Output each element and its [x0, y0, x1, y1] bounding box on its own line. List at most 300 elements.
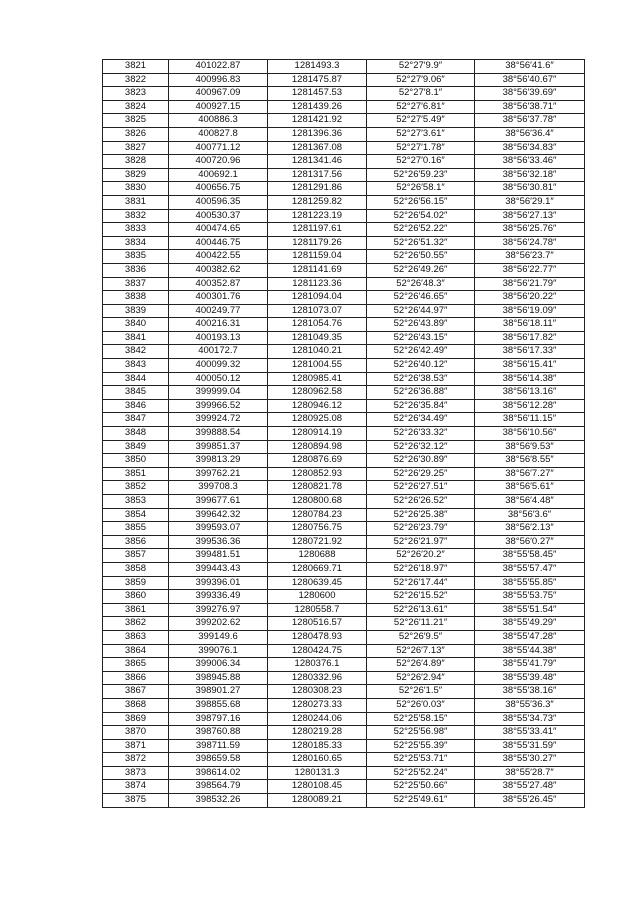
latitude-cell: 52°27′1.78″ [367, 141, 475, 155]
latitude-cell: 52°26′49.26″ [367, 263, 475, 277]
y-coordinate-cell: 1281493.3 [268, 60, 367, 74]
latitude-cell: 52°26′11.21″ [367, 617, 475, 631]
table-row [103, 590, 585, 604]
point-number-cell: 3862 [103, 617, 169, 631]
y-coordinate-cell: 1281439.26 [268, 100, 367, 114]
x-coordinate-cell: 400474.65 [169, 223, 268, 237]
longitude-cell: 38°55′44.38″ [475, 644, 585, 658]
point-number-cell: 3860 [103, 590, 169, 604]
y-coordinate-cell: 1281040.21 [268, 345, 367, 359]
x-coordinate-cell: 399276.97 [169, 603, 268, 617]
latitude-cell: 52°26′59.23″ [367, 168, 475, 182]
y-coordinate-cell: 1280185.33 [268, 739, 367, 753]
latitude-cell: 52°26′43.89″ [367, 318, 475, 332]
point-number-cell: 3871 [103, 739, 169, 753]
y-coordinate-cell: 1280876.69 [268, 454, 367, 468]
y-coordinate-cell: 1281049.35 [268, 331, 367, 345]
y-coordinate-cell: 1281054.76 [268, 318, 367, 332]
longitude-cell: 38°55′27.48″ [475, 780, 585, 794]
table-row [103, 481, 585, 495]
table-row [103, 576, 585, 590]
point-number-cell: 3867 [103, 685, 169, 699]
longitude-cell: 38°56′41.6″ [475, 60, 585, 74]
y-coordinate-cell: 1280985.41 [268, 372, 367, 386]
y-coordinate-cell: 1280600 [268, 590, 367, 604]
x-coordinate-cell: 400382.62 [169, 263, 268, 277]
x-coordinate-cell: 400050.12 [169, 372, 268, 386]
y-coordinate-cell: 1281073.07 [268, 304, 367, 318]
x-coordinate-cell: 400827.8 [169, 127, 268, 141]
y-coordinate-cell: 1280332.96 [268, 671, 367, 685]
y-coordinate-cell: 1280160.65 [268, 753, 367, 767]
x-coordinate-cell: 399149.6 [169, 630, 268, 644]
x-coordinate-cell: 399593.07 [169, 522, 268, 536]
longitude-cell: 38°56′3.6″ [475, 508, 585, 522]
point-number-cell: 3844 [103, 372, 169, 386]
y-coordinate-cell: 1281475.87 [268, 73, 367, 87]
table-row [103, 331, 585, 345]
longitude-cell: 38°55′38.16″ [475, 685, 585, 699]
longitude-cell: 38°56′7.27″ [475, 467, 585, 481]
longitude-cell: 38°56′22.77″ [475, 263, 585, 277]
table-row [103, 141, 585, 155]
longitude-cell: 38°55′28.7″ [475, 766, 585, 780]
x-coordinate-cell: 399851.37 [169, 440, 268, 454]
x-coordinate-cell: 399536.36 [169, 535, 268, 549]
longitude-cell: 38°55′30.27″ [475, 753, 585, 767]
table-row [103, 658, 585, 672]
table-row [103, 630, 585, 644]
point-number-cell: 3825 [103, 114, 169, 128]
y-coordinate-cell: 1280219.28 [268, 726, 367, 740]
x-coordinate-cell: 399443.43 [169, 562, 268, 576]
y-coordinate-cell: 1281291.86 [268, 182, 367, 196]
point-number-cell: 3822 [103, 73, 169, 87]
table-row [103, 535, 585, 549]
table-row [103, 263, 585, 277]
x-coordinate-cell: 400967.09 [169, 87, 268, 101]
table-row [103, 60, 585, 74]
longitude-cell: 38°56′24.78″ [475, 236, 585, 250]
x-coordinate-cell: 400352.87 [169, 277, 268, 291]
x-coordinate-cell: 400927.15 [169, 100, 268, 114]
table-row [103, 100, 585, 114]
x-coordinate-cell: 399076.1 [169, 644, 268, 658]
point-number-cell: 3842 [103, 345, 169, 359]
longitude-cell: 38°56′15.41″ [475, 359, 585, 373]
latitude-cell: 52°26′17.44″ [367, 576, 475, 590]
latitude-cell: 52°25′53.71″ [367, 753, 475, 767]
latitude-cell: 52°26′54.02″ [367, 209, 475, 223]
longitude-cell: 38°56′18.11″ [475, 318, 585, 332]
longitude-cell: 38°55′49.29″ [475, 617, 585, 631]
table-row [103, 114, 585, 128]
x-coordinate-cell: 400656.75 [169, 182, 268, 196]
longitude-cell: 38°56′9.53″ [475, 440, 585, 454]
x-coordinate-cell: 399336.49 [169, 590, 268, 604]
latitude-cell: 52°26′35.84″ [367, 399, 475, 413]
latitude-cell: 52°26′26.52″ [367, 495, 475, 509]
x-coordinate-cell: 399999.04 [169, 386, 268, 400]
table-row [103, 195, 585, 209]
x-coordinate-cell: 399202.62 [169, 617, 268, 631]
x-coordinate-cell: 398945.88 [169, 671, 268, 685]
latitude-cell: 52°25′52.24″ [367, 766, 475, 780]
longitude-cell: 38°56′4.48″ [475, 495, 585, 509]
point-number-cell: 3875 [103, 794, 169, 808]
table-row [103, 182, 585, 196]
latitude-cell: 52°26′25.38″ [367, 508, 475, 522]
table-row [103, 766, 585, 780]
latitude-cell: 52°26′29.25″ [367, 467, 475, 481]
y-coordinate-cell: 1281259.82 [268, 195, 367, 209]
y-coordinate-cell: 1280424.75 [268, 644, 367, 658]
point-number-cell: 3873 [103, 766, 169, 780]
point-number-cell: 3851 [103, 467, 169, 481]
latitude-cell: 52°26′21.97″ [367, 535, 475, 549]
longitude-cell: 38°56′20.22″ [475, 291, 585, 305]
latitude-cell: 52°26′2.94″ [367, 671, 475, 685]
longitude-cell: 38°56′13.16″ [475, 386, 585, 400]
point-number-cell: 3838 [103, 291, 169, 305]
table-row [103, 304, 585, 318]
latitude-cell: 52°26′40.12″ [367, 359, 475, 373]
point-number-cell: 3845 [103, 386, 169, 400]
point-number-cell: 3833 [103, 223, 169, 237]
table-row [103, 712, 585, 726]
longitude-cell: 38°56′25.76″ [475, 223, 585, 237]
point-number-cell: 3858 [103, 562, 169, 576]
longitude-cell: 38°56′33.46″ [475, 155, 585, 169]
point-number-cell: 3855 [103, 522, 169, 536]
longitude-cell: 38°56′37.78″ [475, 114, 585, 128]
point-number-cell: 3830 [103, 182, 169, 196]
y-coordinate-cell: 1280669.71 [268, 562, 367, 576]
x-coordinate-cell: 399813.29 [169, 454, 268, 468]
longitude-cell: 38°55′39.48″ [475, 671, 585, 685]
latitude-cell: 52°25′49.61″ [367, 794, 475, 808]
point-number-cell: 3857 [103, 549, 169, 563]
point-number-cell: 3863 [103, 630, 169, 644]
longitude-cell: 38°56′29.1″ [475, 195, 585, 209]
latitude-cell: 52°27′9.06″ [367, 73, 475, 87]
y-coordinate-cell: 1280914.19 [268, 427, 367, 441]
table-row [103, 780, 585, 794]
point-number-cell: 3826 [103, 127, 169, 141]
table-row [103, 454, 585, 468]
longitude-cell: 38°55′31.59″ [475, 739, 585, 753]
y-coordinate-cell: 1281421.92 [268, 114, 367, 128]
point-number-cell: 3840 [103, 318, 169, 332]
x-coordinate-cell: 399762.21 [169, 467, 268, 481]
y-coordinate-cell: 1280800.68 [268, 495, 367, 509]
latitude-cell: 52°26′7.13″ [367, 644, 475, 658]
table-row [103, 345, 585, 359]
latitude-cell: 52°26′9.5″ [367, 630, 475, 644]
y-coordinate-cell: 1280756.75 [268, 522, 367, 536]
longitude-cell: 38°56′10.56″ [475, 427, 585, 441]
x-coordinate-cell: 399966.52 [169, 399, 268, 413]
point-number-cell: 3828 [103, 155, 169, 169]
longitude-cell: 38°55′36.3″ [475, 698, 585, 712]
longitude-cell: 38°56′32.18″ [475, 168, 585, 182]
y-coordinate-cell: 1280946.12 [268, 399, 367, 413]
point-number-cell: 3843 [103, 359, 169, 373]
point-number-cell: 3831 [103, 195, 169, 209]
latitude-cell: 52°26′15.52″ [367, 590, 475, 604]
x-coordinate-cell: 398711.59 [169, 739, 268, 753]
point-number-cell: 3821 [103, 60, 169, 74]
latitude-cell: 52°26′4.89″ [367, 658, 475, 672]
point-number-cell: 3841 [103, 331, 169, 345]
point-number-cell: 3853 [103, 495, 169, 509]
table-row [103, 698, 585, 712]
point-number-cell: 3854 [103, 508, 169, 522]
coordinates-table [102, 59, 585, 808]
coordinates-table-body [103, 60, 585, 808]
point-number-cell: 3872 [103, 753, 169, 767]
x-coordinate-cell: 400886.3 [169, 114, 268, 128]
x-coordinate-cell: 398797.16 [169, 712, 268, 726]
latitude-cell: 52°26′13.61″ [367, 603, 475, 617]
latitude-cell: 52°26′38.53″ [367, 372, 475, 386]
y-coordinate-cell: 1280273.33 [268, 698, 367, 712]
table-row [103, 685, 585, 699]
point-number-cell: 3834 [103, 236, 169, 250]
y-coordinate-cell: 1280558.7 [268, 603, 367, 617]
latitude-cell: 52°26′58.1″ [367, 182, 475, 196]
point-number-cell: 3832 [103, 209, 169, 223]
latitude-cell: 52°26′42.49″ [367, 345, 475, 359]
y-coordinate-cell: 1281159.04 [268, 250, 367, 264]
latitude-cell: 52°26′33.32″ [367, 427, 475, 441]
longitude-cell: 38°55′51.54″ [475, 603, 585, 617]
y-coordinate-cell: 1280894.98 [268, 440, 367, 454]
longitude-cell: 38°56′17.82″ [475, 331, 585, 345]
y-coordinate-cell: 1280308.23 [268, 685, 367, 699]
latitude-cell: 52°26′52.22″ [367, 223, 475, 237]
point-number-cell: 3874 [103, 780, 169, 794]
y-coordinate-cell: 1281197.61 [268, 223, 367, 237]
table-row [103, 739, 585, 753]
x-coordinate-cell: 399006.34 [169, 658, 268, 672]
latitude-cell: 52°25′58.15″ [367, 712, 475, 726]
y-coordinate-cell: 1281317.56 [268, 168, 367, 182]
longitude-cell: 38°56′30.81″ [475, 182, 585, 196]
point-number-cell: 3850 [103, 454, 169, 468]
table-row [103, 318, 585, 332]
y-coordinate-cell: 1281223.19 [268, 209, 367, 223]
latitude-cell: 52°26′20.2″ [367, 549, 475, 563]
y-coordinate-cell: 1281179.26 [268, 236, 367, 250]
x-coordinate-cell: 398760.88 [169, 726, 268, 740]
x-coordinate-cell: 400216.31 [169, 318, 268, 332]
table-row [103, 644, 585, 658]
latitude-cell: 52°26′36.88″ [367, 386, 475, 400]
point-number-cell: 3859 [103, 576, 169, 590]
longitude-cell: 38°56′11.15″ [475, 413, 585, 427]
x-coordinate-cell: 400720.96 [169, 155, 268, 169]
latitude-cell: 52°25′50.66″ [367, 780, 475, 794]
point-number-cell: 3823 [103, 87, 169, 101]
table-row [103, 209, 585, 223]
longitude-cell: 38°55′33.41″ [475, 726, 585, 740]
table-row [103, 671, 585, 685]
table-row [103, 236, 585, 250]
latitude-cell: 52°26′18.97″ [367, 562, 475, 576]
table-row [103, 495, 585, 509]
x-coordinate-cell: 401022.87 [169, 60, 268, 74]
y-coordinate-cell: 1281457.53 [268, 87, 367, 101]
point-number-cell: 3870 [103, 726, 169, 740]
table-row [103, 87, 585, 101]
longitude-cell: 38°55′57.47″ [475, 562, 585, 576]
longitude-cell: 38°56′38.71″ [475, 100, 585, 114]
latitude-cell: 52°26′32.12″ [367, 440, 475, 454]
y-coordinate-cell: 1280639.45 [268, 576, 367, 590]
table-row [103, 250, 585, 264]
longitude-cell: 38°55′55.85″ [475, 576, 585, 590]
latitude-cell: 52°26′50.55″ [367, 250, 475, 264]
latitude-cell: 52°26′34.49″ [367, 413, 475, 427]
y-coordinate-cell: 1280721.92 [268, 535, 367, 549]
table-row [103, 794, 585, 808]
point-number-cell: 3852 [103, 481, 169, 495]
y-coordinate-cell: 1280962.58 [268, 386, 367, 400]
latitude-cell: 52°26′48.3″ [367, 277, 475, 291]
longitude-cell: 38°56′0.27″ [475, 535, 585, 549]
x-coordinate-cell: 398532.26 [169, 794, 268, 808]
y-coordinate-cell: 1281341.46 [268, 155, 367, 169]
point-number-cell: 3829 [103, 168, 169, 182]
longitude-cell: 38°56′27.13″ [475, 209, 585, 223]
x-coordinate-cell: 398901.27 [169, 685, 268, 699]
latitude-cell: 52°27′8.1″ [367, 87, 475, 101]
point-number-cell: 3865 [103, 658, 169, 672]
y-coordinate-cell: 1280244.06 [268, 712, 367, 726]
latitude-cell: 52°27′5.49″ [367, 114, 475, 128]
table-row [103, 399, 585, 413]
table-row [103, 413, 585, 427]
table-row [103, 617, 585, 631]
latitude-cell: 52°26′43.15″ [367, 331, 475, 345]
table-row [103, 127, 585, 141]
point-number-cell: 3824 [103, 100, 169, 114]
x-coordinate-cell: 399924.72 [169, 413, 268, 427]
y-coordinate-cell: 1281367.08 [268, 141, 367, 155]
x-coordinate-cell: 400596.35 [169, 195, 268, 209]
y-coordinate-cell: 1280131.3 [268, 766, 367, 780]
y-coordinate-cell: 1280376.1 [268, 658, 367, 672]
longitude-cell: 38°56′2.13″ [475, 522, 585, 536]
table-row [103, 467, 585, 481]
point-number-cell: 3861 [103, 603, 169, 617]
x-coordinate-cell: 399888.54 [169, 427, 268, 441]
point-number-cell: 3836 [103, 263, 169, 277]
point-number-cell: 3849 [103, 440, 169, 454]
x-coordinate-cell: 398659.58 [169, 753, 268, 767]
longitude-cell: 38°55′47.28″ [475, 630, 585, 644]
y-coordinate-cell: 1280108.45 [268, 780, 367, 794]
table-row [103, 753, 585, 767]
point-number-cell: 3827 [103, 141, 169, 155]
longitude-cell: 38°56′5.61″ [475, 481, 585, 495]
longitude-cell: 38°56′36.4″ [475, 127, 585, 141]
longitude-cell: 38°56′12.28″ [475, 399, 585, 413]
longitude-cell: 38°55′58.45″ [475, 549, 585, 563]
latitude-cell: 52°26′0.03″ [367, 698, 475, 712]
x-coordinate-cell: 400771.12 [169, 141, 268, 155]
x-coordinate-cell: 400249.77 [169, 304, 268, 318]
x-coordinate-cell: 399396.01 [169, 576, 268, 590]
x-coordinate-cell: 400422.55 [169, 250, 268, 264]
x-coordinate-cell: 400530.37 [169, 209, 268, 223]
longitude-cell: 38°56′21.79″ [475, 277, 585, 291]
y-coordinate-cell: 1280852.93 [268, 467, 367, 481]
table-row [103, 155, 585, 169]
latitude-cell: 52°26′46.65″ [367, 291, 475, 305]
longitude-cell: 38°55′41.79″ [475, 658, 585, 672]
longitude-cell: 38°56′23.7″ [475, 250, 585, 264]
y-coordinate-cell: 1281396.36 [268, 127, 367, 141]
point-number-cell: 3866 [103, 671, 169, 685]
x-coordinate-cell: 399481.51 [169, 549, 268, 563]
latitude-cell: 52°26′51.32″ [367, 236, 475, 250]
y-coordinate-cell: 1280688 [268, 549, 367, 563]
table-row [103, 549, 585, 563]
x-coordinate-cell: 400996.83 [169, 73, 268, 87]
point-number-cell: 3839 [103, 304, 169, 318]
longitude-cell: 38°55′26.45″ [475, 794, 585, 808]
point-number-cell: 3847 [103, 413, 169, 427]
latitude-cell: 52°26′23.79″ [367, 522, 475, 536]
y-coordinate-cell: 1281004.55 [268, 359, 367, 373]
latitude-cell: 52°27′6.81″ [367, 100, 475, 114]
x-coordinate-cell: 399677.61 [169, 495, 268, 509]
x-coordinate-cell: 398564.79 [169, 780, 268, 794]
table-row [103, 168, 585, 182]
table-row [103, 223, 585, 237]
longitude-cell: 38°56′40.67″ [475, 73, 585, 87]
point-number-cell: 3837 [103, 277, 169, 291]
latitude-cell: 52°25′55.39″ [367, 739, 475, 753]
y-coordinate-cell: 1281123.36 [268, 277, 367, 291]
y-coordinate-cell: 1280478.93 [268, 630, 367, 644]
latitude-cell: 52°26′56.15″ [367, 195, 475, 209]
x-coordinate-cell: 400172.7 [169, 345, 268, 359]
point-number-cell: 3835 [103, 250, 169, 264]
table-row [103, 427, 585, 441]
longitude-cell: 38°55′53.75″ [475, 590, 585, 604]
latitude-cell: 52°26′44.97″ [367, 304, 475, 318]
latitude-cell: 52°26′1.5″ [367, 685, 475, 699]
y-coordinate-cell: 1281094.04 [268, 291, 367, 305]
point-number-cell: 3869 [103, 712, 169, 726]
table-row [103, 73, 585, 87]
point-number-cell: 3846 [103, 399, 169, 413]
y-coordinate-cell: 1280784.23 [268, 508, 367, 522]
longitude-cell: 38°55′34.73″ [475, 712, 585, 726]
longitude-cell: 38°56′39.69″ [475, 87, 585, 101]
table-row [103, 562, 585, 576]
x-coordinate-cell: 399708.3 [169, 481, 268, 495]
table-row [103, 522, 585, 536]
longitude-cell: 38°56′19.09″ [475, 304, 585, 318]
longitude-cell: 38°56′34.83″ [475, 141, 585, 155]
table-row [103, 291, 585, 305]
x-coordinate-cell: 400692.1 [169, 168, 268, 182]
point-number-cell: 3848 [103, 427, 169, 441]
